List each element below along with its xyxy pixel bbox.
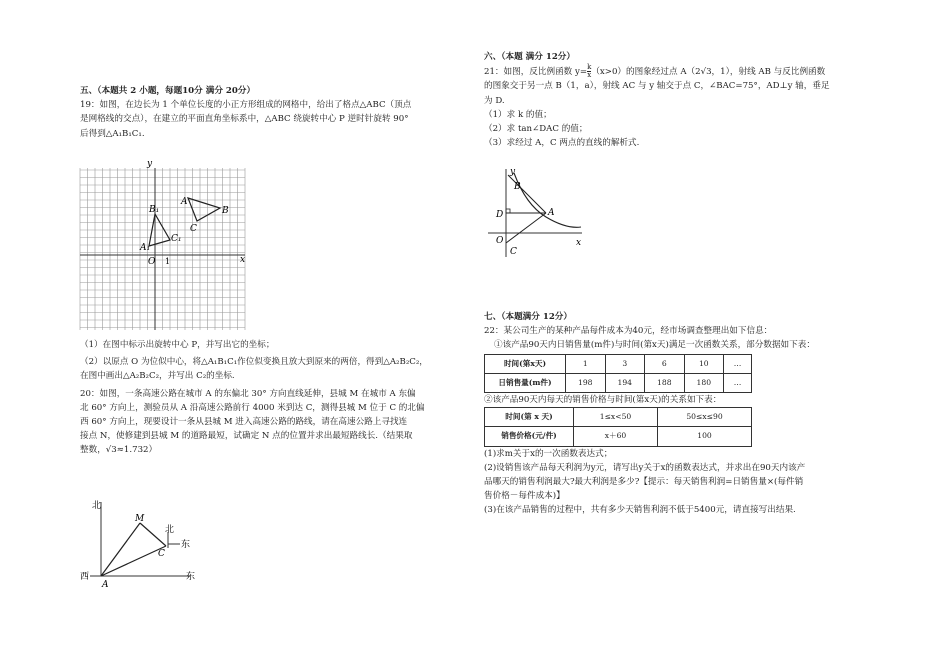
q19-grid-figure bbox=[80, 159, 250, 330]
q22-table1 bbox=[484, 354, 752, 393]
label-north-2: 北 bbox=[165, 525, 175, 535]
q20-line3: 西 60° 方向上，现要设计一条从县城 M 进入高速公路的路线，请在高速公路上寻找连 bbox=[80, 417, 408, 428]
table-cell: 3 bbox=[605, 354, 645, 373]
label-west: 西 bbox=[80, 572, 90, 582]
label-y-21: y bbox=[510, 167, 516, 177]
ray-ab bbox=[508, 175, 546, 213]
fraction-numerator: k bbox=[587, 63, 592, 72]
line-am bbox=[101, 523, 140, 576]
q22-sub2-line3: 售价格－每件成本)】 bbox=[484, 491, 565, 502]
q21-line1-start: 21：如图，反比例函数 y= bbox=[484, 67, 588, 78]
table-cell: 100 bbox=[657, 427, 751, 446]
table-cell: 时间(第 x 天) bbox=[485, 408, 574, 427]
table-cell: 50≤x≤90 bbox=[657, 408, 751, 427]
highway-ac bbox=[101, 546, 166, 576]
table-cell: 194 bbox=[605, 373, 645, 392]
q19-sub2-line1: （2）以原点 O 为位似中心，将△A₁B₁C₁作位似变换且放大到原来的两倍，得到△A₂B₂C₂， bbox=[80, 357, 428, 368]
label-x-21: x bbox=[576, 238, 582, 248]
q22-table2 bbox=[484, 407, 752, 446]
q21-line2: 的图象交于另一点 B（1，a），射线 AC 与 y 轴交于点 C，∠BAC=75°，AD⊥y 轴，垂足 bbox=[484, 81, 830, 92]
label-b1: B₁ bbox=[149, 205, 160, 215]
label-c: C bbox=[190, 224, 197, 234]
q22-sub2-line2: 品哪天的销售利润最大?最大利润是多少?【提示：每天销售利润=日销售量×(每件销 bbox=[484, 477, 804, 488]
table-row bbox=[485, 427, 752, 446]
q21-sub2: （2）求 tan∠DAC 的值； bbox=[484, 124, 588, 135]
right-angle-mark bbox=[506, 209, 510, 213]
label-m: M bbox=[135, 514, 145, 524]
ray-ac bbox=[506, 213, 546, 243]
q22-block bbox=[484, 310, 884, 518]
table-cell: 198 bbox=[566, 373, 606, 392]
table-cell: 10 bbox=[684, 354, 724, 373]
q22-sub3: (3)在该产品销售的过程中，共有多少天销售利润不低于5400元，请直接写出结果. bbox=[484, 505, 796, 516]
table-cell: 180 bbox=[684, 373, 724, 392]
q20-line5: 整数，√3≈1.732） bbox=[80, 445, 158, 456]
q21-line3: 为 D. bbox=[484, 95, 505, 106]
q22-sub2-line1: (2)设销售该产品每天利润为y元，请写出y关于x的函数表达式，并求出在90天内该产 bbox=[484, 462, 806, 473]
label-x: x bbox=[240, 255, 246, 265]
fraction-denominator: x bbox=[587, 71, 592, 80]
table-cell: 时间(第x天) bbox=[485, 354, 566, 373]
q19-line2: 是网格线的交点），在建立的平面直角坐标系中，△ABC 绕旋转中心 P 逆时针旋转 90° bbox=[80, 114, 409, 125]
q19-sub1: （1）在图中标示出旋转中心 P，并写出它的坐标； bbox=[80, 340, 275, 350]
label-d-21: D bbox=[496, 210, 504, 220]
left-column bbox=[80, 84, 460, 141]
q20-line2: 北 60° 方向上，测验员从 A 沿高速公路前行 4000 米到达 C，测得县城 M 位于 C 的北偏 bbox=[80, 402, 425, 413]
table-cell: 1≤x<50 bbox=[574, 408, 658, 427]
right-column bbox=[484, 50, 874, 150]
table-cell: 188 bbox=[645, 373, 685, 392]
table-cell: 销售价格(元/件) bbox=[485, 427, 574, 446]
table-row bbox=[485, 408, 752, 427]
q20-figure bbox=[80, 496, 210, 588]
label-b: B bbox=[222, 206, 229, 216]
section7-title: 七、（本题满分 12分） bbox=[484, 312, 572, 322]
label-a-21: A bbox=[548, 208, 555, 218]
line-mc bbox=[140, 523, 166, 546]
q19-line3: 后得到△A₁B₁C₁. bbox=[80, 128, 145, 139]
q19-line1: 19：如图，在边长为 1 个单位长度的小正方形组成的网格中，给出了格点△ABC（顶点 bbox=[80, 100, 412, 111]
label-o-21: O bbox=[496, 236, 504, 246]
q21-line1 bbox=[484, 64, 874, 79]
table-cell: 6 bbox=[645, 354, 685, 373]
label-o: O bbox=[148, 257, 156, 267]
table-row bbox=[485, 373, 752, 392]
table-cell: … bbox=[724, 373, 752, 392]
q21-figure bbox=[486, 165, 586, 260]
hyperbola-curve bbox=[514, 173, 581, 227]
section5-title: 五、（本题共 2 小题，每题10分 满分 20分） bbox=[80, 86, 256, 96]
q22-info1: ①该产品90天内日销售量(m件)与时间(第x天)满足一次函数关系，部分数据如下表： bbox=[494, 340, 815, 351]
table-cell: 日销售量(m件) bbox=[485, 373, 566, 392]
label-a-20: A bbox=[102, 580, 109, 590]
table-cell: 1 bbox=[566, 354, 606, 373]
q19-sub2-line2: 在图中画出△A₂B₂C₂，并写出 C₂的坐标. bbox=[80, 371, 235, 382]
label-c1: C₁ bbox=[171, 234, 182, 244]
q22-intro: 22：某公司生产的某种产品每件成本为40元，经市场调查整理出如下信息： bbox=[484, 326, 773, 337]
label-east-2: 东 bbox=[186, 572, 196, 582]
label-y: y bbox=[147, 159, 153, 169]
label-c-20: C bbox=[158, 549, 165, 559]
label-east-1: 东 bbox=[181, 540, 191, 550]
q19-subquestions bbox=[80, 338, 460, 458]
table-cell: … bbox=[724, 354, 752, 373]
q21-sub3: （3）求经过 A，C 两点的直线的解析式. bbox=[484, 138, 640, 149]
q21-line1-end: （x>0）的图象经过点 A（2√3，1），射线 AB 与反比例函数 bbox=[591, 67, 826, 78]
table-cell: x＋60 bbox=[574, 427, 658, 446]
label-a: A bbox=[181, 197, 188, 207]
label-north-1: 北 bbox=[92, 501, 102, 511]
table-row bbox=[485, 354, 752, 373]
q20-line4: 接点 N，使修建到县城 M 的道路最短，试确定 N 点的位置并求出最短路线长.（结果取 bbox=[80, 431, 413, 442]
q22-sub1: (1)求m关于x的一次函数表达式； bbox=[484, 448, 613, 459]
label-c-21: C bbox=[510, 247, 517, 257]
label-a1: A₁ bbox=[140, 243, 151, 253]
q22-info2: ②该产品90天内每天的销售价格与时间(第x天)的关系如下表： bbox=[484, 395, 722, 406]
q21-sub1: （1）求 k 的值； bbox=[484, 109, 552, 120]
label-one: 1 bbox=[165, 257, 171, 266]
q20-line1: 20：如图，一条高速公路在城市 A 的东偏北 30° 方向直线延伸，县城 M 在城市 A 东偏 bbox=[80, 388, 416, 399]
section6-title: 六、（本题 满分 12分） bbox=[484, 52, 575, 62]
label-b-21: B bbox=[514, 182, 521, 192]
